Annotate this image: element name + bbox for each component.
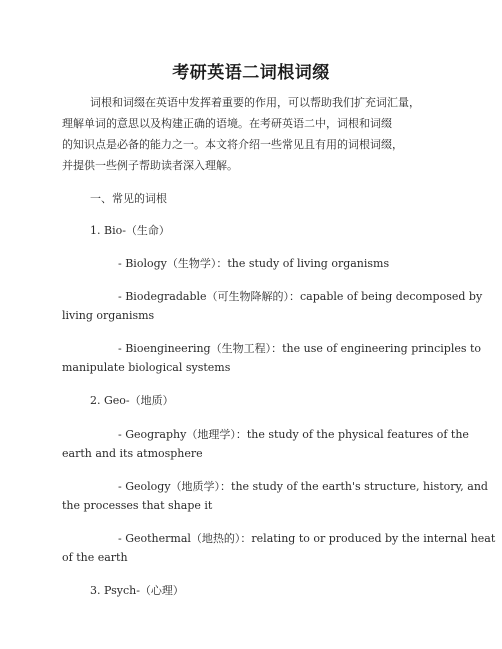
example-biology: - Biology（生物学）：the study of living organisms [118, 257, 390, 270]
intro-line-3: 的知识点是必备的能力之一。本文将介绍一些常见且有用的词根词缀， [62, 138, 403, 151]
root-heading-bio: 1. Bio-（生命） [90, 224, 170, 237]
example-geography: - Geography（地理学）：the study of the physical features of the [118, 428, 469, 441]
example-geology: - Geology（地质学）：the study of the earth's structure, history, and [118, 480, 488, 493]
section-heading-roots: 一、常见的词根 [90, 192, 167, 205]
example-geography-cont: earth and its atmosphere [62, 447, 203, 460]
example-biodegradable: - Biodegradable（可生物降解的）：capable of being decomposed by [118, 290, 483, 303]
intro-line-2: 理解单词的意思以及构建正确的语境。在考研英语二中，词根和词缀 [62, 117, 392, 130]
intro-line-4: 并提供一些例子帮助读者深入理解。 [62, 159, 238, 172]
document-title: 考研英语二词根词缀 [172, 63, 330, 83]
example-bioengineering-cont: manipulate biological systems [62, 361, 231, 374]
root-heading-psych: 3. Psych-（心理） [90, 584, 184, 597]
example-biodegradable-cont: living organisms [62, 309, 155, 322]
example-bioengineering: - Bioengineering（生物工程）：the use of engineering principles to [118, 342, 482, 355]
intro-line-1: 词根和词缀在英语中发挥着重要的作用，可以帮助我们扩充词汇量， [90, 96, 420, 109]
example-geothermal: - Geothermal（地热的）：relating to or produced by the internal heat [118, 532, 496, 545]
example-geothermal-cont: of the earth [62, 551, 128, 564]
example-geology-cont: the processes that shape it [62, 499, 213, 512]
root-heading-geo: 2. Geo-（地质） [90, 394, 174, 407]
